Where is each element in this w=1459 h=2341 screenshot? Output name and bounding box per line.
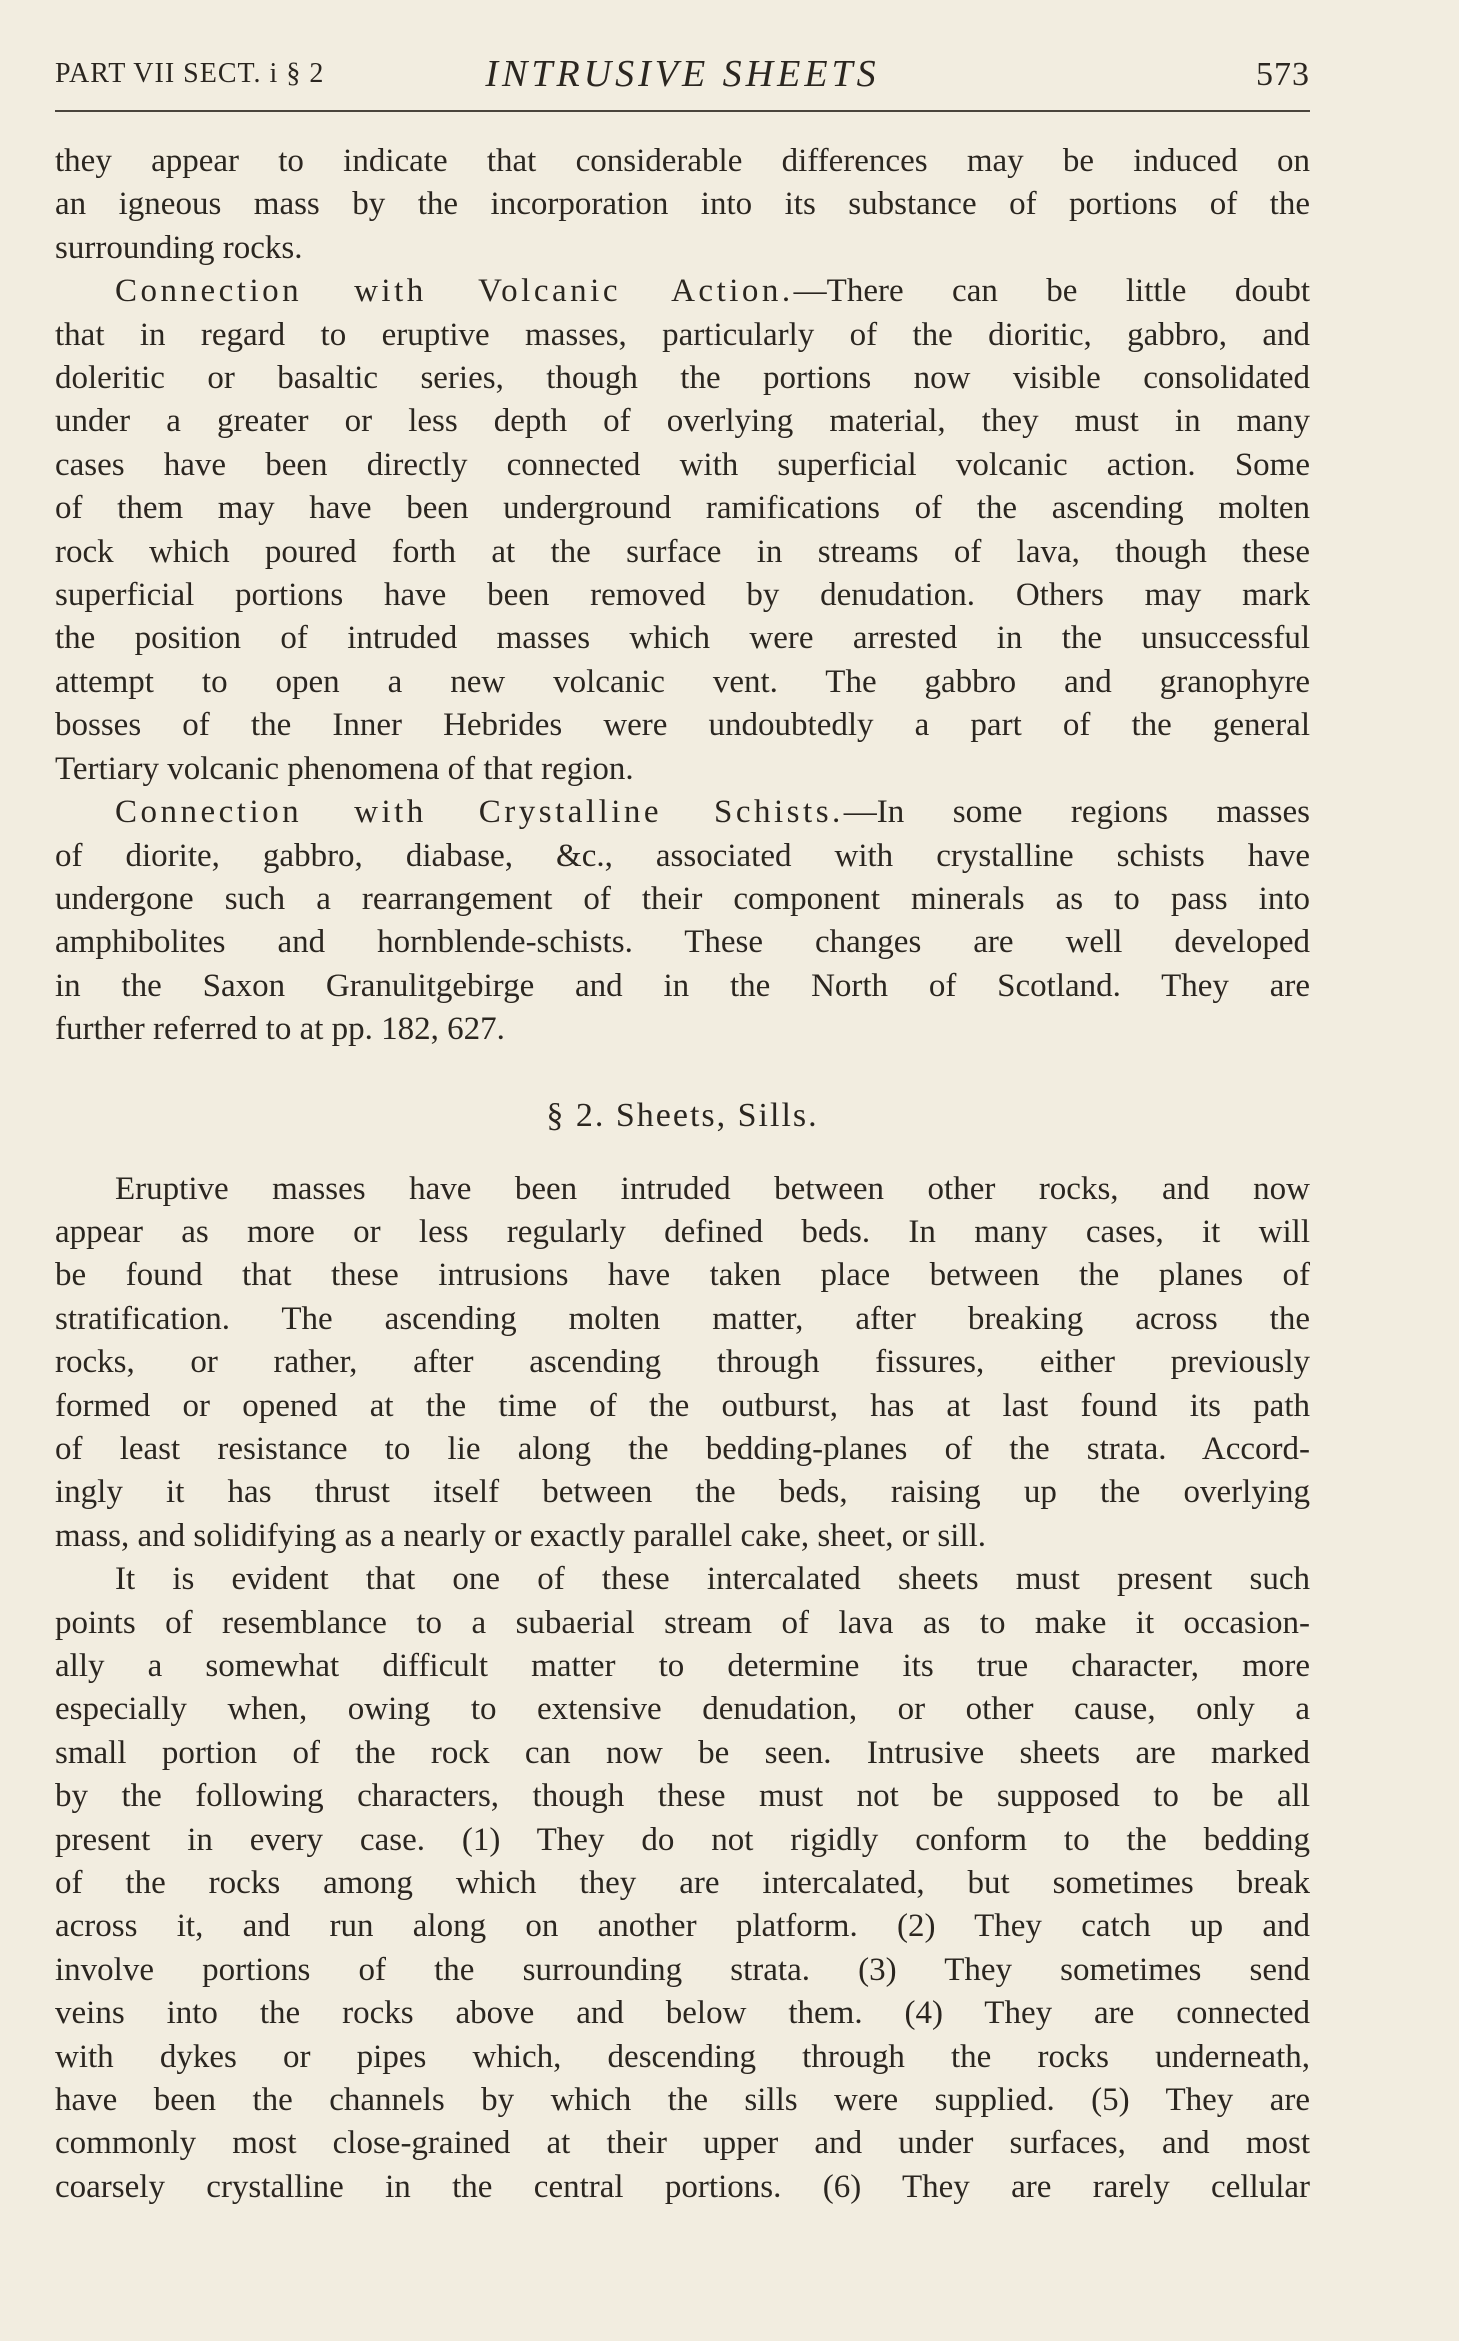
text-line: surrounding rocks.	[55, 229, 303, 266]
text-line: veins into the rocks above and below them. (4) They are connected	[55, 1995, 1310, 2032]
text-line: stratification. The ascending molten matter, after breaking across the	[55, 1300, 1310, 1337]
header-section-ref: PART VII SECT. i § 2	[55, 58, 325, 89]
text-line: Tertiary volcanic phenomena of that region.	[55, 750, 634, 787]
paragraph-heading: Connection with Crystalline Schists.	[115, 794, 844, 831]
text-run: —There can be little doubt	[793, 273, 1310, 310]
text-line: mass, and solidifying as a nearly or exactly parallel cake, sheet, or sill.	[55, 1517, 987, 1554]
text-line: that in regard to eruptive masses, particularly of the dioritic, gabbro, and	[55, 316, 1310, 353]
text-line: formed or opened at the time of the outburst, has at last found its path	[55, 1387, 1310, 1424]
text-line: undergone such a rearrangement of their component minerals as to pass into	[55, 880, 1310, 917]
text-line: be found that these intrusions have taken place between the planes of	[55, 1257, 1310, 1294]
text-line: doleritic or basaltic series, though the portions now visible consolidated	[55, 360, 1310, 397]
text-line: appear as more or less regularly defined beds. In many cases, it will	[55, 1213, 1310, 1250]
header-title: INTRUSIVE SHEETS	[485, 53, 880, 95]
text-line: commonly most close-grained at their upper and under surfaces, and most	[55, 2125, 1310, 2162]
text-run: —In some regions masses	[843, 794, 1310, 831]
text-line: they appear to indicate that considerable differences may be induced on	[55, 143, 1310, 179]
text-line: coarsely crystalline in the central portions. (6) They are rarely cellular	[55, 2168, 1310, 2205]
text-line: Eruptive masses have been intruded between other rocks, and now	[115, 1170, 1310, 1207]
text-line: in the Saxon Granulitgebirge and in the North of Scotland. They are	[55, 967, 1310, 1004]
text-line: It is evident that one of these intercalated sheets must present such	[115, 1561, 1310, 1598]
text-line: of least resistance to lie along the bedding-planes of the strata. Accord-	[55, 1430, 1310, 1467]
text-line: present in every case. (1) They do not rigidly conform to the bedding	[55, 1821, 1310, 1858]
text-line: across it, and run along on another platform. (2) They catch up and	[55, 1908, 1310, 1945]
text-line: cases have been directly connected with superficial volcanic action. Some	[55, 446, 1310, 483]
page-number: 573	[1256, 56, 1310, 93]
text-line	[55, 270, 1310, 313]
text-line: the position of intruded masses which were arrested in the unsuccessful	[55, 620, 1310, 657]
text-line: superficial portions have been removed by denudation. Others may mark	[55, 577, 1310, 614]
text-line: rock which poured forth at the surface in streams of lava, though these	[55, 533, 1310, 570]
paragraph-heading: Connection with Volcanic Action.	[115, 273, 794, 310]
text-line: under a greater or less depth of overlying material, they must in many	[55, 403, 1310, 440]
text-line	[55, 791, 1310, 834]
text-line: ingly it has thrust itself between the beds, raising up the overlying	[55, 1474, 1310, 1511]
text-line: involve portions of the surrounding strata. (3) They sometimes send	[55, 1951, 1310, 1988]
text-line: rocks, or rather, after ascending through fissures, either previously	[55, 1344, 1310, 1381]
header-rule	[55, 110, 1310, 112]
text-line: of the rocks among which they are intercalated, but sometimes break	[55, 1865, 1310, 1902]
text-line: have been the channels by which the sills were supplied. (5) They are	[55, 2082, 1310, 2119]
text-line: especially when, owing to extensive denudation, or other cause, only a	[55, 1691, 1310, 1728]
body-text	[55, 140, 1310, 2209]
running-header	[55, 52, 1310, 102]
text-line: further referred to at pp. 182, 627.	[55, 1011, 505, 1048]
text-line: attempt to open a new volcanic vent. The gabbro and granophyre	[55, 663, 1310, 700]
text-line: small portion of the rock can now be seen. Intrusive sheets are marked	[55, 1734, 1310, 1771]
text-line: points of resemblance to a subaerial stream of lava as to make it occasion-	[55, 1604, 1310, 1641]
text-line: ally a somewhat difficult matter to determine its true character, more	[55, 1648, 1310, 1684]
text-line: bosses of the Inner Hebrides were undoubtedly a part of the general	[55, 707, 1310, 744]
text-line: of them may have been underground ramifications of the ascending molten	[55, 490, 1310, 527]
text-line: amphibolites and hornblende-schists. These changes are well developed	[55, 924, 1310, 961]
text-line: an igneous mass by the incorporation into its substance of portions of the	[55, 186, 1310, 223]
text-line: with dykes or pipes which, descending through the rocks underneath,	[55, 2038, 1310, 2075]
text-line: of diorite, gabbro, diabase, &c., associated with crystalline schists have	[55, 837, 1310, 874]
section-heading: § 2. Sheets, Sills.	[546, 1096, 819, 1134]
text-line: by the following characters, though these must not be supposed to be all	[55, 1778, 1310, 1815]
